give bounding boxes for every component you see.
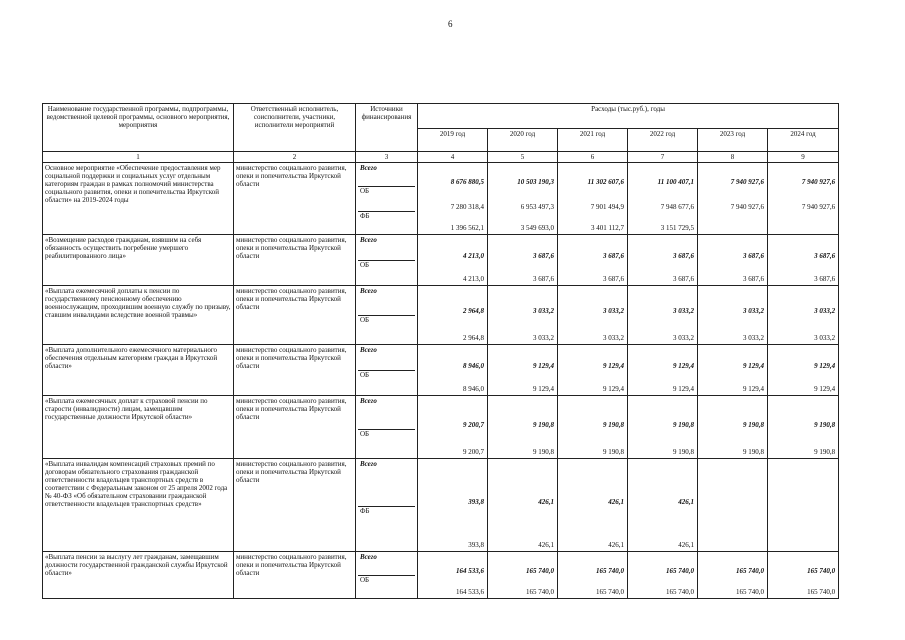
funding-source-label: ОБ — [358, 429, 415, 456]
amount-cell — [768, 459, 839, 552]
amount-cell — [698, 235, 768, 286]
amount-value: 3 033,2 — [743, 333, 764, 342]
amount-total: 9 190,8 — [533, 420, 554, 429]
amount-cell — [628, 163, 698, 235]
responsible-executor: министерство социального развития, опеки и попечительства Иркутской области — [234, 396, 356, 459]
amount-cell — [418, 396, 488, 459]
funding-sources — [356, 163, 418, 235]
amount-value: 9 129,4 — [814, 384, 836, 393]
amount-value: 9 190,8 — [603, 447, 624, 456]
column-number: 9 — [768, 152, 839, 163]
amount-total: 8 676 880,5 — [450, 177, 484, 186]
amount-total: 9 200,7 — [463, 420, 484, 429]
amount-cell — [488, 552, 558, 599]
amount-total — [700, 460, 765, 507]
table-row — [43, 286, 839, 345]
amount-total: 393,8 — [468, 497, 484, 506]
amount-cell — [628, 286, 698, 345]
amount-cell — [698, 345, 768, 396]
amount-cell — [418, 345, 488, 396]
amount-cell — [698, 163, 768, 235]
amount-total: 3 033,2 — [603, 306, 624, 315]
header-year: 2020 год — [488, 129, 558, 152]
amount-cell — [418, 235, 488, 286]
responsible-executor: министерство социального развития, опеки и попечительства Иркутской области — [234, 286, 356, 345]
funding-source-label: ОБ — [358, 575, 415, 596]
amount-total: 7 940 927,6 — [801, 177, 836, 186]
amount-value: 3 687,6 — [603, 274, 624, 283]
activity-name: «Возмещение расходов гражданам, взявшим на себя обязанность осуществить погребение умершего реабилитированного лица» — [43, 235, 234, 286]
amount-cell — [418, 286, 488, 345]
amount-total: 9 129,4 — [673, 361, 694, 370]
amount-total: 7 940 927,6 — [730, 177, 764, 186]
funding-sources — [356, 552, 418, 599]
responsible-executor: министерство социального развития, опеки и попечительства Иркутской области — [234, 235, 356, 286]
header-sources: Источники финансирования — [356, 104, 418, 152]
amount-cell — [768, 552, 839, 599]
header-responsible: Ответственный исполнитель, соисполнители, участники, исполнители мероприятий — [234, 104, 356, 152]
activity-name: «Выплата ежемесячной доплаты к пенсии по государственному пенсионному обеспечению военнослужащим, проходившим военную службу по призыву, ставшим инвалидами вследствие военной травмы» — [43, 286, 234, 345]
amount-value: 9 190,8 — [743, 447, 764, 456]
activity-name: «Выплата ежемесячных доплат к страховой пенсии по старости (инвалидности) лицам, замещавшим государственные должности Иркутской области» — [43, 396, 234, 459]
amount-value: 2 964,8 — [463, 333, 484, 342]
amount-value: 393,8 — [468, 540, 484, 549]
funding-sources — [356, 459, 418, 552]
amount-total: 3 033,2 — [673, 306, 694, 315]
amount-value: 165 740,0 — [736, 587, 764, 596]
amount-value — [770, 212, 836, 233]
amount-value: 8 946,0 — [463, 384, 484, 393]
responsible-executor: министерство социального развития, опеки и попечительства Иркутской области — [234, 345, 356, 396]
amount-total: 3 687,6 — [743, 251, 764, 260]
amount-total: 9 190,8 — [814, 420, 836, 429]
amount-total: 9 190,8 — [673, 420, 694, 429]
amount-cell — [768, 286, 839, 345]
funding-source-label: Всего — [360, 397, 377, 405]
amount-total: 165 740,0 — [666, 566, 694, 575]
amount-value: 3 151 729,5 — [660, 223, 694, 232]
activity-name: Основное мероприятие «Обеспечение предоставления мер социальной поддержки и социальных услуг отдельным категориям граждан в рамках полномочий министерства социального развития, опеки и попечительства Иркутской области» на 2019-2024 годы — [43, 163, 234, 235]
table-row — [43, 345, 839, 396]
funding-sources — [356, 235, 418, 286]
column-number: 1 — [43, 152, 234, 163]
amount-value: 9 190,8 — [814, 447, 836, 456]
amount-total: 426,1 — [678, 497, 694, 506]
amount-value: 9 190,8 — [533, 447, 554, 456]
funding-source-label: ОБ — [358, 186, 415, 211]
amount-total: 426,1 — [608, 497, 624, 506]
amount-value: 164 533,6 — [456, 587, 484, 596]
header-expenses: Расходы (тыс.руб.), годы — [418, 104, 839, 129]
amount-cell — [698, 286, 768, 345]
amount-cell — [558, 552, 628, 599]
table-row — [43, 396, 839, 459]
activity-name: «Выплата пенсии за выслугу лет гражданам, замещавшим должности государственной гражданской службы Иркутской области» — [43, 552, 234, 599]
amount-value: 1 396 562,1 — [450, 223, 484, 232]
amount-value: 4 213,0 — [463, 274, 484, 283]
amount-value: 165 740,0 — [526, 587, 554, 596]
amount-total: 3 033,2 — [814, 306, 836, 315]
amount-cell — [558, 235, 628, 286]
amount-total: 165 740,0 — [596, 566, 624, 575]
amount-total: 165 740,0 — [807, 566, 836, 575]
column-number: 8 — [698, 152, 768, 163]
amount-total: 10 503 190,3 — [517, 177, 554, 186]
amount-value: 9 200,7 — [463, 447, 484, 456]
column-number: 7 — [628, 152, 698, 163]
table-row — [43, 459, 839, 552]
funding-source-label: Всего — [360, 287, 377, 295]
amount-value — [770, 507, 836, 550]
funding-source-label: ОБ — [358, 260, 415, 283]
column-number: 5 — [488, 152, 558, 163]
amount-value: 3 687,6 — [743, 274, 764, 283]
responsible-executor: министерство социального развития, опеки и попечительства Иркутской области — [234, 552, 356, 599]
activity-name: «Выплата инвалидам компенсаций страховых премий по договорам обязательного страхования гражданской ответственности владельцев транспортных средств в соответствии с Федеральным законом от 25 апреля 2002 года № 40-ФЗ «Об обязательном страховании гражданской ответственности владельцев транспортных средств» — [43, 459, 234, 552]
amount-cell — [768, 345, 839, 396]
amount-cell — [628, 552, 698, 599]
amount-cell — [628, 459, 698, 552]
amount-value: 3 033,2 — [814, 333, 836, 342]
amount-value: 7 940 927,6 — [801, 202, 836, 211]
amount-cell — [698, 396, 768, 459]
amount-cell — [418, 163, 488, 235]
funding-source-label: ФБ — [358, 211, 415, 232]
amount-value: 3 033,2 — [603, 333, 624, 342]
amount-total: 8 946,0 — [463, 361, 484, 370]
amount-cell — [768, 235, 839, 286]
amount-total: 9 129,4 — [533, 361, 554, 370]
amount-cell — [698, 459, 768, 552]
amount-value: 3 401 112,7 — [591, 223, 624, 232]
amount-value: 9 129,4 — [743, 384, 764, 393]
header-year: 2022 год — [628, 129, 698, 152]
amount-value: 3 687,6 — [533, 274, 554, 283]
amount-value: 165 740,0 — [596, 587, 624, 596]
amount-total: 9 129,4 — [814, 361, 836, 370]
amount-value: 7 901 494,9 — [590, 202, 624, 211]
table-row — [43, 235, 839, 286]
amount-total: 3 033,2 — [743, 306, 764, 315]
funding-sources — [356, 345, 418, 396]
amount-total: 3 687,6 — [533, 251, 554, 260]
amount-total: 164 533,6 — [456, 566, 484, 575]
amount-cell — [628, 396, 698, 459]
amount-total: 2 964,8 — [463, 306, 484, 315]
amount-cell — [488, 235, 558, 286]
funding-source-label: Всего — [360, 460, 377, 468]
amount-total: 9 190,8 — [603, 420, 624, 429]
amount-total: 9 129,4 — [603, 361, 624, 370]
amount-total: 3 687,6 — [603, 251, 624, 260]
amount-value: 3 033,2 — [533, 333, 554, 342]
amount-value: 426,1 — [678, 540, 694, 549]
funding-sources — [356, 396, 418, 459]
amount-total: 3 687,6 — [673, 251, 694, 260]
header-year: 2023 год — [698, 129, 768, 152]
amount-value: 9 129,4 — [603, 384, 624, 393]
header-year: 2019 год — [418, 129, 488, 152]
amount-cell — [768, 163, 839, 235]
funding-source-label: ФБ — [358, 506, 415, 549]
amount-cell — [488, 459, 558, 552]
amount-total: 426,1 — [538, 497, 554, 506]
amount-value: 426,1 — [608, 540, 624, 549]
amount-cell — [628, 235, 698, 286]
amount-total: 9 129,4 — [743, 361, 764, 370]
amount-cell — [488, 163, 558, 235]
budget-table — [42, 103, 839, 599]
amount-value: 7 940 927,6 — [730, 202, 764, 211]
amount-total: 9 190,8 — [743, 420, 764, 429]
amount-value: 3 687,6 — [814, 274, 836, 283]
funding-source-label: ОБ — [358, 315, 415, 342]
column-number: 4 — [418, 152, 488, 163]
amount-value: 6 953 497,3 — [520, 202, 554, 211]
funding-sources — [356, 286, 418, 345]
column-number: 3 — [356, 152, 418, 163]
responsible-executor: министерство социального развития, опеки и попечительства Иркутской области — [234, 459, 356, 552]
amount-value — [700, 507, 765, 550]
funding-source-label: ОБ — [358, 370, 415, 393]
page-number: 6 — [448, 19, 453, 29]
amount-cell — [488, 345, 558, 396]
header-year: 2021 год — [558, 129, 628, 152]
responsible-executor: министерство социального развития, опеки и попечительства Иркутской области — [234, 163, 356, 235]
funding-source-label: Всего — [360, 236, 377, 244]
header-name: Наименование государственной программы, подпрограммы, ведомственной целевой программы, основного мероприятия, мероприятия — [43, 104, 234, 152]
column-number: 6 — [558, 152, 628, 163]
amount-total: 165 740,0 — [736, 566, 764, 575]
amount-value: 3 033,2 — [673, 333, 694, 342]
amount-cell — [558, 286, 628, 345]
amount-total: 4 213,0 — [463, 251, 484, 260]
amount-cell — [558, 345, 628, 396]
amount-value: 165 740,0 — [807, 587, 836, 596]
amount-cell — [488, 286, 558, 345]
amount-value — [700, 212, 765, 233]
amount-total: 3 687,6 — [814, 251, 836, 260]
amount-total: 11 302 607,6 — [587, 177, 624, 186]
amount-cell — [558, 396, 628, 459]
funding-source-label: Всего — [360, 553, 377, 561]
amount-cell — [418, 552, 488, 599]
table-row — [43, 552, 839, 599]
amount-total — [770, 460, 836, 507]
amount-cell — [698, 552, 768, 599]
amount-total: 11 100 407,1 — [657, 177, 694, 186]
activity-name: «Выплата дополнительного ежемесячного материального обеспечения отдельным категориям граждан в Иркутской области» — [43, 345, 234, 396]
amount-cell — [628, 345, 698, 396]
amount-cell — [418, 459, 488, 552]
amount-total: 165 740,0 — [526, 566, 554, 575]
amount-value: 9 129,4 — [673, 384, 694, 393]
amount-cell — [558, 459, 628, 552]
amount-value: 9 190,8 — [673, 447, 694, 456]
table-row — [43, 163, 839, 235]
amount-value: 7 280 318,4 — [450, 202, 484, 211]
amount-value: 3 549 693,0 — [520, 223, 554, 232]
funding-source-label: Всего — [360, 346, 377, 354]
amount-cell — [558, 163, 628, 235]
amount-cell — [768, 396, 839, 459]
amount-value: 3 687,6 — [673, 274, 694, 283]
funding-source-label: Всего — [360, 164, 377, 172]
header-year: 2024 год — [768, 129, 839, 152]
amount-total: 3 033,2 — [533, 306, 554, 315]
amount-value: 165 740,0 — [666, 587, 694, 596]
amount-value: 426,1 — [538, 540, 554, 549]
amount-cell — [488, 396, 558, 459]
amount-value: 7 948 677,6 — [660, 202, 694, 211]
column-number: 2 — [234, 152, 356, 163]
amount-value: 9 129,4 — [533, 384, 554, 393]
